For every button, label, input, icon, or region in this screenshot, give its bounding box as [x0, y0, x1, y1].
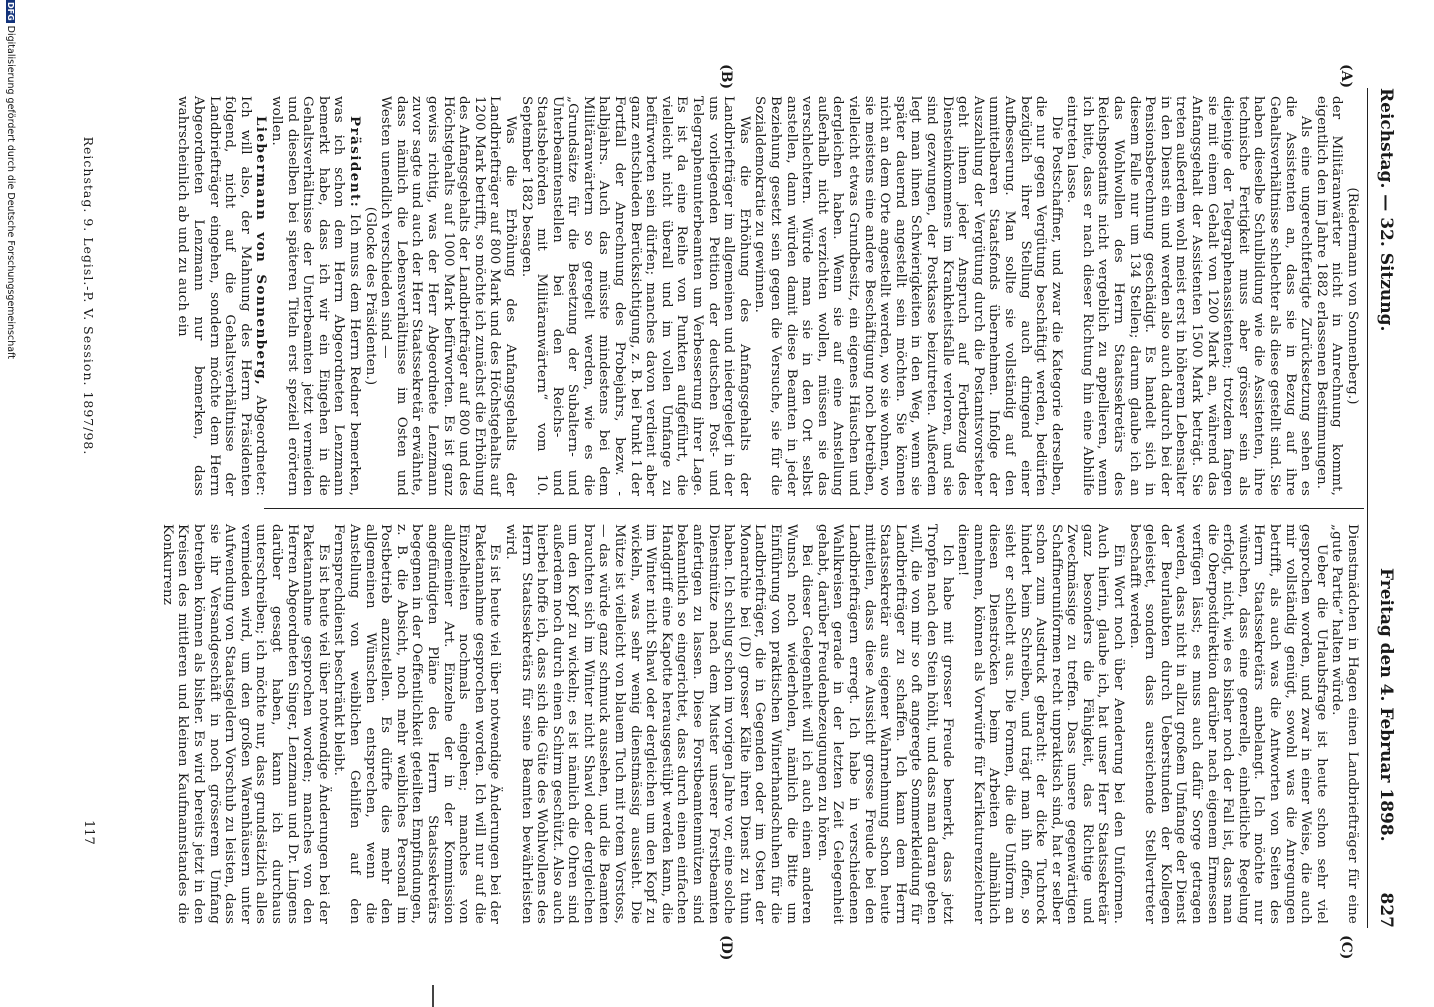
speaker-president: Präsident:	[347, 116, 363, 209]
digitization-credit	[0, 0, 16, 1000]
paragraph: Was die Erhöhung des Anfangsgehalts der Landbriefträger im allgemeinen und niedergelegt in der uns vorliegenden Petition der deutschen Post- und Telegraphenunterbeamten um Verbesserung ihrer Lage. Es ist da eine Reihe von Punkten aufgeführt, die vielleicht nicht überall und im vollen Umfange zu befürworten sein dürfen; manches davon verdient aber ganz entschieden Berücksichtigung, z. B. bei Punkt 1 der Fortfall der Anrechnung des Probejahrs, bezw. -halbjahrs. Auch das müsste mindestens bei dem Militäranwärtern so geregelt werden, wie es die „Grundsätze für die Besetzung der Subaltern- und Unterbeamtenstellen bei den Reichs- und Staatsbehörden mit Militäranwärtern“ vom 10. September 1882 besagen.	[518, 96, 752, 496]
paragraph: Dienstmädchen in Hagen einen Landbriefträger für eine „gute Partie“ halten würde.	[1329, 524, 1360, 924]
margin-letter-b: (B)	[718, 64, 734, 90]
paragraph: Es ist heute viel über notwendige Änderungen bei der Paketannahme gesprochen worden; manches von den Herren Abgeordneten Singer, Lenzmann und Dr. Lingens darüber gesagt haben, kann ich durchaus unterschreiben; ich möchte nur, dass grundsätzlich alles vermieden wird, um den großen Warenhäusern unter Aufwendung von Staatsgeldern Vorschub zu leisten, dass sie ihr Versandgeschäft in noch grösserem Umfang betreiben können als bisher. Es wird bereits jetzt in den Kreisen des mittleren und kleinen Kaufmannstandes die Konkurrenz	[159, 524, 331, 924]
paragraph: der Militäranwärter nicht in Anrechnung kommt, eigentlich den im Jahre 1882 erlassenen Bestimmungen.	[1313, 96, 1345, 496]
header-left: Reichstag. — 32. Sitzung.	[1376, 88, 1396, 332]
page-header	[1367, 88, 1396, 928]
margin-letter-c: (C)	[1338, 935, 1354, 960]
speaker-role: Abgeordneter:	[253, 395, 269, 496]
margin-letter-a: (A)	[1338, 64, 1354, 89]
footer-page-number: 117	[81, 820, 96, 845]
paragraph: Ein Wort noch über Aenderung bei den Uniformen. Auch hierin, glaube ich, hat unser Herr Staatssekretär ganz besonders die Fähigkeit, das Richtige und Zweckmässige zu treffen. Dass unsere gegenwärtigen Schaffneruniformen recht unpraktisch sind, hat er selber schon zum Ausdruck gebracht: der dicke Tuchrock hindert beim Schreiben, und trägt man ihn offen, so sieht er schlecht aus. Die Formen, die die Uniform an diesen Dienströcken beim Arbeiten allmählich annehmen, können als Vorwürfe für Karikaturenzeichner dienen!	[955, 524, 1127, 924]
paragraph: Bei dieser Gelegenheit will ich auch einen anderen Wunsch noch wiederholen, nämlich die Bitte um Einführung von praktischen Winterhandschuhen für die Landbriefträger, die in Gegenden oder im Osten der Monarchie bei (D) grosser Kälte ihren Dienst zu thun haben. Ich schlug schon im vorigen Jahre vor, eine solche Dienstmütze nach dem Muster unserer Forstbeamten anfertigen zu lassen. Diese Forstbeamtenmützen sind bekanntlich so eingerichtet, dass durch einen einfachen Handgriff eine Kapotte herausgestülpt werden kann, die im Winter nicht Shawl oder dergleichen um den Kopf zu wickeln, was sehr wenig dienstmässig aussieht. Die Mütze ist vielleicht von blauem Tuch mit rotem Vorstoss, — das würde ganz schmuck aussehen, und die Beamten brauchten sich im Winter nicht Shawl oder dergleichen um den Kopf zu wickeln; es ist nämlich die Ohren sind außerdem noch durch einen Schirm geschützt. Also auch hierbei hoffe ich, dass sich die Güte des Wohlwollens des Herrn Staatssekretärs für seine Beamten bewährleisten wird.	[502, 524, 815, 924]
right-column	[159, 524, 1360, 924]
header-date: Freitag den 4. Februar 1898.	[1376, 568, 1396, 842]
paragraph: Es ist heute viel über notwendige Änderungen bei der Paketannahme gesprochen worden. Ich will nur auf die Einzelheiten nochmals eingehen; manches von allgemeiner Art. Einzelne der in der Kommission angefündigten Pläne des Herrn Staatssekretärs begegnen in der Oeffentlichkeit geteilten Empfindungen, z. B. die Absicht, noch mehr weibliches Personal im Postbetrieb anzustellen. Es dürfte dies mehr den allgemeinen Wünschen entsprechen, wenn die Anstellung von weiblichen Gehilfen auf den Fernsprechdienst beschränkt bleibt.	[331, 524, 503, 924]
speaker-head: (Riedermann von Sonnenberg.)	[1345, 187, 1360, 405]
column-divider	[264, 508, 1364, 509]
paragraph: Ueber die Urlaubsfrage ist heute schon sehr viel gesprochen worden, und zwar in einer Weise, die auch mir vollständig genügt, sowohl was die Anregungen betrifft, als auch was die Antworten von Seiten des Herrn Staatssekretärs anbelangt. Ich möchte nur wünschen, dass eine generelle, einheitliche Regelung erfolgt, nicht, wie es bisher noch der Fall ist, dass man die Oberpostdirektion darüber nach eigenem Ermessen verfügen lässt; es muss auch dafür Sorge getragen werden, dass nicht in allzu großem Umfange der Dienst der Beurlaubten durch Ueberstunden der Kollegen geleistet, sondern dass ausreichende Stellvertreter beschafft werden.	[1126, 524, 1329, 924]
margin-tick	[432, 985, 434, 1007]
left-column	[175, 96, 1360, 496]
speaker-name: Liebermann von Sonnenberg,	[253, 116, 270, 387]
footer-session: Reichstag. 9. Legisl.-P. V. Session. 1897/98.	[81, 136, 96, 456]
page-number: 827	[1376, 892, 1396, 928]
credit-text: Digitalisierung gefördert durch die Deutsche Forschungsgemeinschaft	[5, 25, 16, 359]
paragraph: Die Postschaffner, und zwar die Kategorie derselben, die nur gegen Vergütung beschäftigt werden, bedürfen bezüglich ihrer Stellung auch dringend einer Aufbesserung. Man sollte sie vollständig auf den unmittelbaren Staatsfonds übernehmen. Infolge der Auszahlung der Vergütung durch die Postamtsvorsteher geht ihnen jeder Anspruch auf Fortbezug des Diensteinkommens im Krankheitsfalle verloren, und sie sind gezwungen, der Postkasse beizutreten. Außerdem legt man ihnen Schwierigkeiten in den Weg, wenn sie später dauernd angestellt sein möchten. Sie können nicht an dem Orte angestellt werden, wo sie wohnen, wo sie meistens eine andere Beschäftigung noch betreiben, vielleicht etwas Grundbesitz, ein eigenes Häuschen und dergleichen haben. Wenn sie auf eine Anstellung außerhalb nicht verzichten wollen, müssen sie das verschlechtern. Würde man sie in den Ort selbst anstellen, dann würden damit diese Beamten in jeder Beziehung gesetzt sein gegen die Versuche, sie für die Sozialdemokratie zu gewinnen.	[752, 96, 1064, 496]
dfg-logo-icon: DFG	[6, 2, 15, 21]
president-text: Ich muss dem Herrn Redner bemerken, was ich schon dem Herrn Abgeordneten Lenzmann bemerkt habe, dass ich wir ein Eingehen in die Gehaltsverhältnisse der Unterbeamten jetzt vermeiden und dieselben bei späteren Titeln erst speziell erörtern wollen.	[269, 96, 362, 496]
speaker2-paragraph	[175, 96, 269, 496]
paragraph: Was die Erhöhung des Anfangsgehalts der Landbriefträger auf 800 Mark und des Höchstgehalts auf 1200 Mark betrifft, so möchte ich zunächst die Erhöhung des Anfangsgehalts der Landbriefträger auf 800 und des Höchstgehalts auf 1000 Mark befürworten. Es ist ganz gewiss richtig, was der Herr Abgeordnete Lenzmann zuvor sagte und auch der Herr Staatssekretär erwähnte, dass nämlich die Lebensverhältnisse im Osten und Westen unendlich verschieden sind —	[378, 96, 518, 496]
paragraph: Ich habe mit grosser Freude bemerkt, dass jetzt Tropfen nach den Stein höhlt, und dass man daran gehen will, die von mir so oft angeregte Sommerkleidung für Landbriefträger zu schaffen. Ich kann dem Herrn Staatssekretär aus eigener Wahrnehmung schon heute mitteilen, dass diese Aussicht grosse Freude bei den Landbriefträgern erregt. Ich habe in verschiedenen Wahlkreisen gerade in der letzten Zeit Gelegenheit gehabt, darüber Freudenbezeugungen zu hören.	[814, 524, 955, 924]
speaker2-text: Ich will also, der Mahnung des Herrn Präsidenten folgend, nicht auf die Gehaltsverhältnisse der Landbriefträger eingehen, sondern möchte dem Herrn Abgeordneten Lenzmann nur bemerken, dass wahrscheinlich ab und zu auch ein	[175, 96, 253, 496]
president-paragraph	[268, 96, 362, 496]
margin-letter-d: (D)	[718, 935, 734, 961]
interjection: (Glocke des Präsidenten.)	[362, 206, 378, 386]
paragraph: Als eine ungerechtfertigte Zurücksetzung sehen es die Assistenten an, dass sie in Bezug auf ihre Gehaltsverhältnisse schlechter als diese gestellt sind. Sie haben dieselbe Schulbildung wie die Assistenten, ihre technische Fertigkeit muss aber grösser sein als diejenige der Telegraphenassistenten; trotzdem fangen sie mit einem Gehalt von 1200 Mark an, während das Anfangsgehalt der Assistenten 1500 Mark beträgt. Sie treten außerdem wohl meist erst in höherem Lebensalter in den Dienst ein und werden also auch dadurch bei der Pensionsberechnung geschädigt. Es handelt sich in diesem Falle nur um 134 Stellen; darum glaube ich an das Wohlwollen des Herrn Staatssekretärs des Reichspostamts nicht vergeblich zu appellieren, wenn ich bitte, dass er nach dieser Richtung hin eine Abhilfe eintreten lasse.	[1064, 96, 1314, 496]
